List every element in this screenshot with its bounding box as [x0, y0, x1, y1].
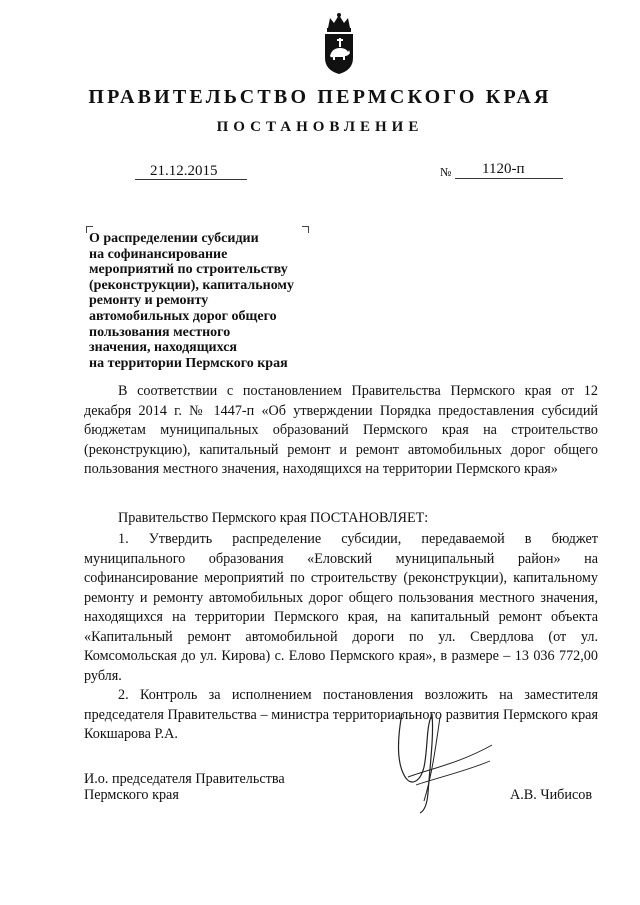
subject-title: О распределении субсидии на софинансирование мероприятий по строительству (реконструкции), капитальному ремонту и ремонту автомобильных дорог общего пользования местного значения, находящихся на территории Пермского края — [89, 231, 294, 371]
number-sign: № — [440, 165, 452, 179]
preamble-paragraph: В соответствии с постановлением Правительства Пермского края от 12 декабря 2014 г. № 1447-п «Об утверждении Порядка предоставления субсидий бюджетам муниципальных образований Пермского края на строительство (реконструкцию), капитальный ремонт и ремонт автомобильных дорог общего пользования местного значения, находящихся на территории Пермского края» — [84, 383, 598, 477]
item-2-paragraph: 2. Контроль за исполнением постановления возложить на заместителя председателя Правительства – министра территориального развития Пермского края Кокшарова Р.А. — [84, 687, 598, 742]
document-type: ПОСТАНОВЛЕНИЕ — [216, 119, 424, 135]
document-number: 1120-п — [482, 161, 525, 177]
date-underline — [135, 179, 247, 180]
resolves-paragraph: Правительство Пермского края ПОСТАНОВЛЯЕТ: — [118, 510, 429, 526]
handwritten-signature-icon — [380, 705, 500, 815]
item-1-paragraph: 1. Утвердить распределение субсидии, передаваемой в бюджет муниципального образования «Еловский муниципальный район» на софинансирование мероприятий по строительству (реконструкции), капитальному ремонту и ремонту автомобильных дорог общего пользования местного значения, находящихся на территории Пермского края, на капитальный ремонт объекта «Капитальный ремонт автомобильной дороги по ул. Свердлова (от ул. Комсомольская до ул. Кирова) с. Елово Пермского края», в размере – 13 036 772,00 рубля. — [84, 531, 598, 684]
coat-of-arms-icon — [320, 12, 358, 76]
document-date: 21.12.2015 — [150, 163, 218, 179]
number-underline — [455, 178, 563, 179]
signer-position: И.о. председателя Правительства Пермского края — [84, 771, 285, 803]
signer-name: А.В. Чибисов — [510, 787, 593, 803]
government-title: ПРАВИТЕЛЬСТВО ПЕРМСКОГО КРАЯ — [88, 86, 552, 108]
